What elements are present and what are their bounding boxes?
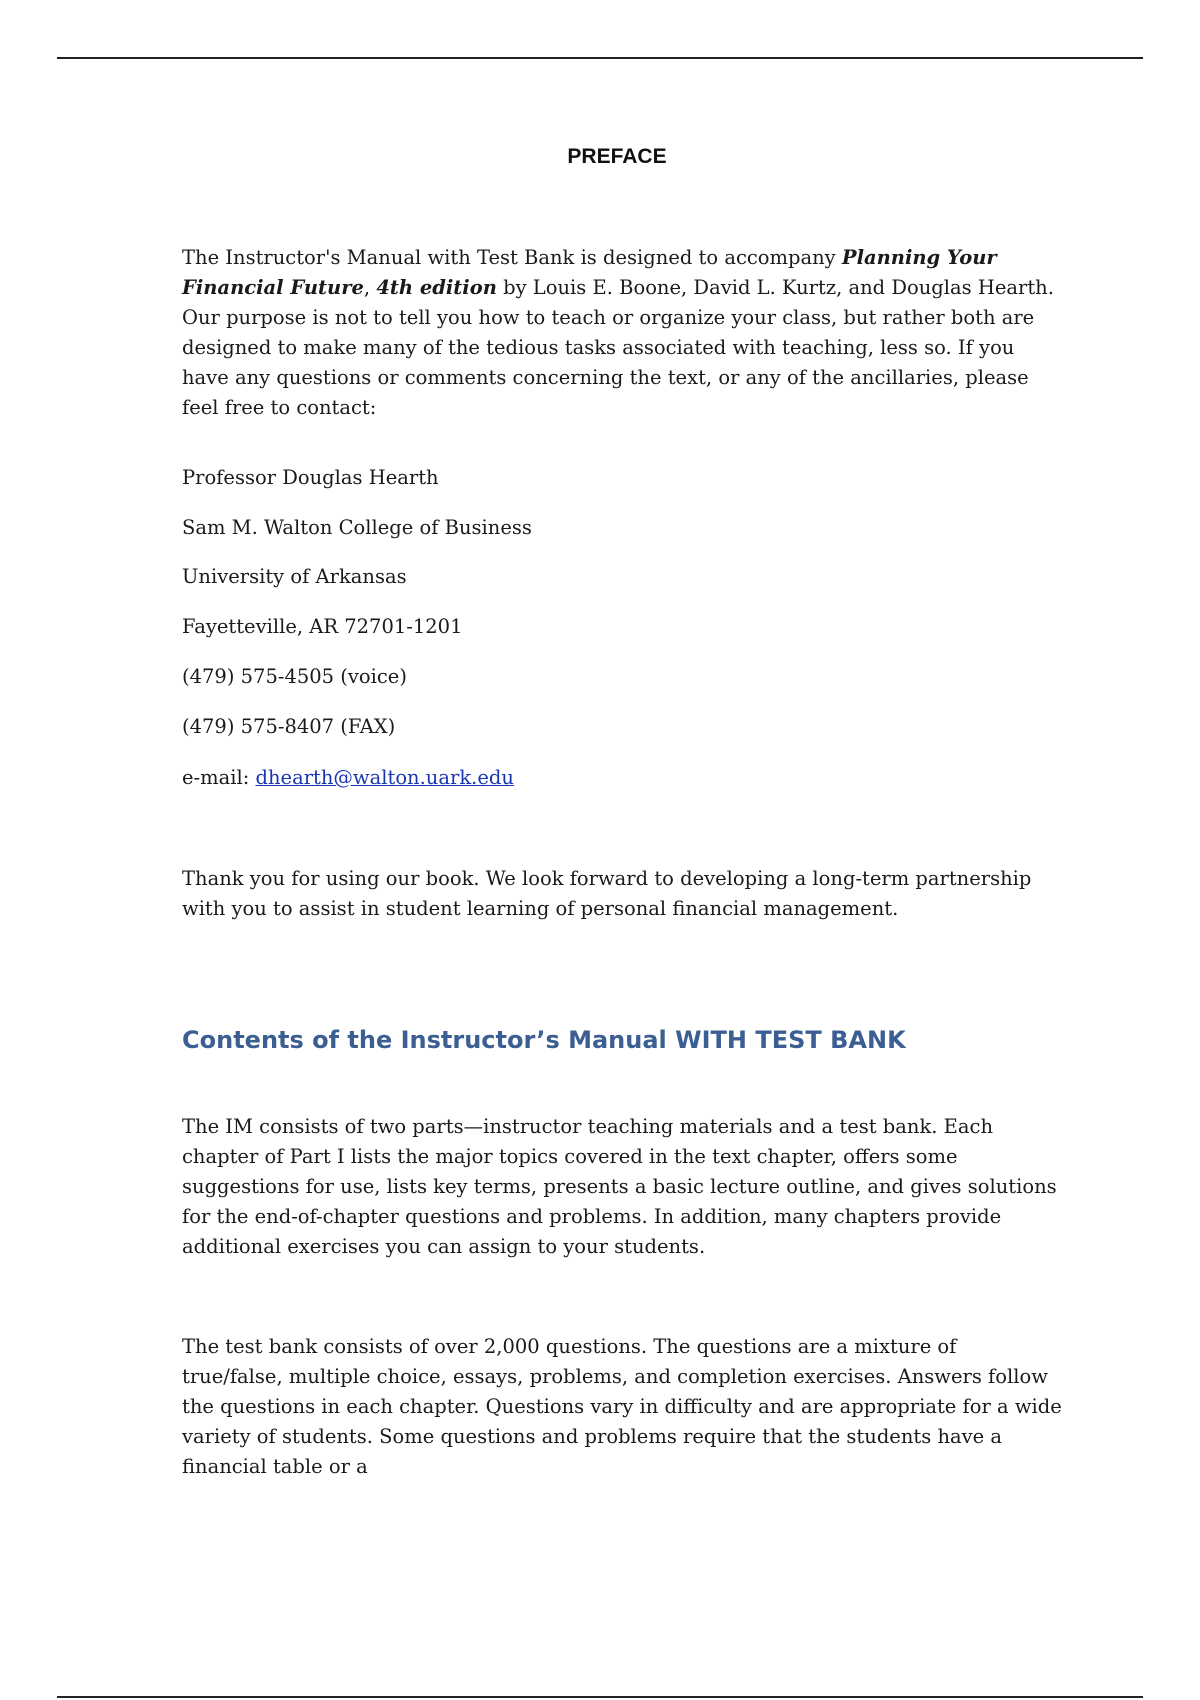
bottom-rule (57, 1696, 1143, 1698)
intro-paragraph (182, 243, 1062, 423)
email-link[interactable]: dhearth@walton.uark.edu (255, 766, 514, 789)
contact-email-row (182, 766, 514, 790)
contents-heading: Contents of the Instructor’s Manual WITH TEST BANK (182, 1026, 906, 1054)
edition: 4th edition (376, 276, 497, 299)
intro-lead: The Instructor's Manual with Test Bank is designed to accompany (182, 246, 842, 269)
contact-name: Professor Douglas Hearth (182, 466, 439, 489)
im-paragraph: The IM consists of two parts—instructor teaching materials and a test bank. Each chapter of Part I lists the major topics covered in the text chapter, offers some suggestions for use, lists key terms, presents a basic lecture outline, and gives solutions for the end-of-chapter questions and problems. In addition, many chapters provide additional exercises you can assign to your students. (182, 1115, 1057, 1258)
intro-rest: by Louis E. Boone, David L. Kurtz, and Douglas Hearth. Our purpose is not to tell you how to teach or organize your class, but rather both are designed to make many of the tedious tasks associated with teaching, less so. If you have any questions or comments concerning the text, or any of the ancillaries, please feel free to contact: (182, 276, 1054, 419)
email-label: e-mail: (182, 766, 256, 789)
intro-comma: , (363, 276, 377, 299)
book-title: Planning Your Financial Future (182, 246, 997, 299)
top-rule (57, 57, 1143, 59)
page-title: PREFACE (567, 145, 667, 168)
contact-voice: (479) 575-4505 (voice) (182, 665, 407, 688)
contact-fax: (479) 575-8407 (FAX) (182, 715, 396, 738)
contact-university: University of Arkansas (182, 565, 407, 588)
contact-city: Fayetteville, AR 72701-1201 (182, 615, 463, 638)
contact-college: Sam M. Walton College of Business (182, 516, 532, 539)
thanks-paragraph: Thank you for using our book. We look forward to developing a long-term partnership with you to assist in student learning of personal financial management. (182, 867, 1032, 920)
test-bank-paragraph: The test bank consists of over 2,000 questions. The questions are a mixture of true/false, multiple choice, essays, problems, and completion exercises. Answers follow the questions in each chapter. Questions vary in difficulty and are appropriate for a wide variety of students. Some questions and problems require that the students have a financial table or a (182, 1335, 1062, 1478)
